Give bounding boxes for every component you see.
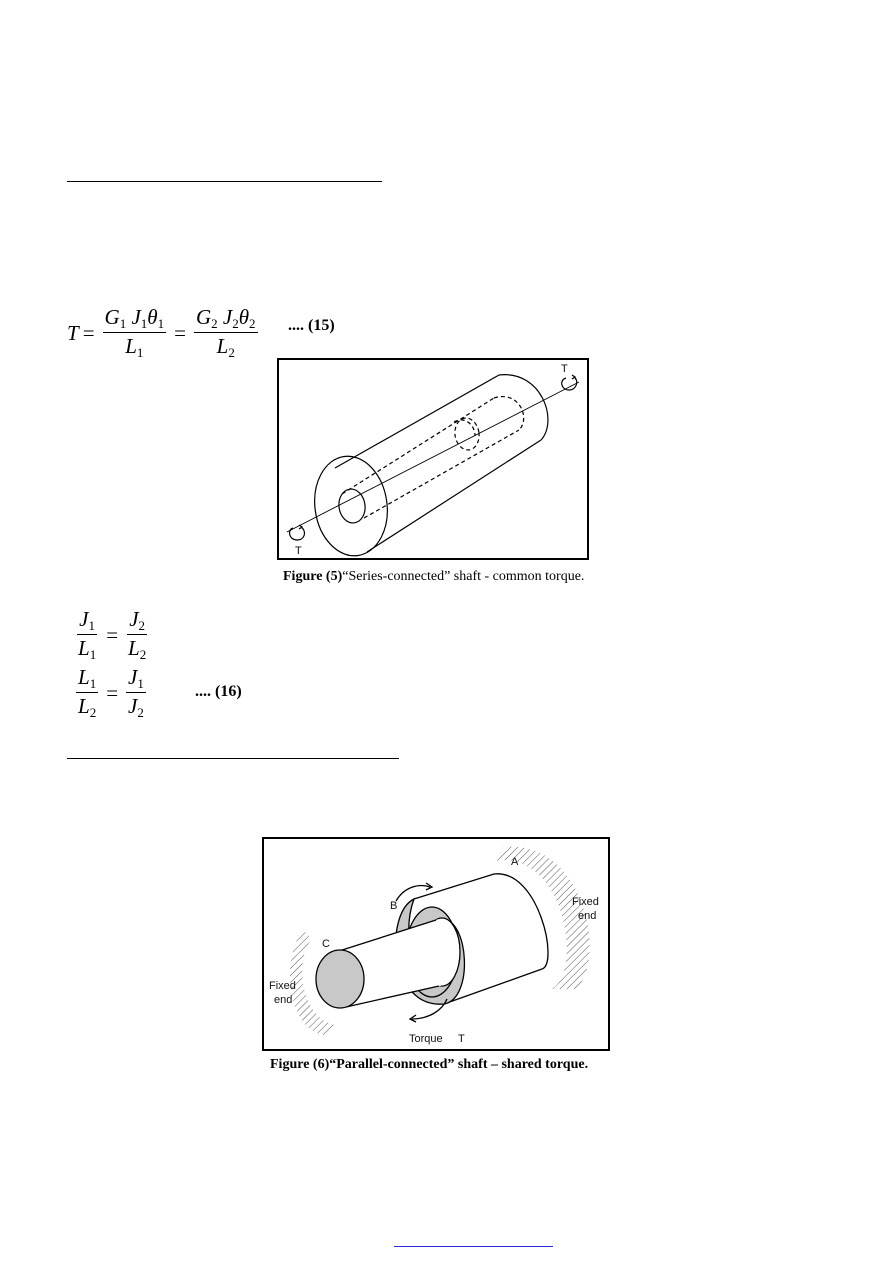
- figure-6-drawing: [264, 839, 608, 1049]
- equation-15-number: .... (15): [288, 317, 335, 334]
- figure-6-fixed-right-1: Fixed: [572, 896, 599, 908]
- eq15-T: T: [67, 320, 79, 345]
- figure-5-label-T-bottom: T: [295, 545, 302, 557]
- figure-5-drawing: [279, 360, 587, 558]
- equation-15: [67, 306, 262, 360]
- eq15-fraction-1: $\frac{G_1 J_1\theta_1}{L_1}$: [104, 305, 165, 360]
- section-heading-rule-1: [67, 181, 382, 182]
- figure-6-caption: [270, 1057, 588, 1073]
- eq15-equals-2: =: [174, 320, 186, 345]
- figure-5-series-shaft: [277, 358, 589, 560]
- figure-5-caption: [283, 569, 584, 585]
- equation-16: $\frac{L_1}{L_2}$ = $\frac{J_1}{J_2}$: [78, 665, 144, 720]
- figure-6-torque-label: Torque: [409, 1033, 443, 1045]
- figure-6-label-C: C: [322, 938, 330, 950]
- equation-ratio: $\frac{J_1}{L_1}$ = $\frac{J_2}{L_2}$: [78, 607, 147, 662]
- eq15-equals-1: =: [82, 320, 95, 345]
- section-heading-rule-2: [67, 758, 399, 759]
- figure-5-caption-text: “Series-connected” shaft - common torque.: [342, 569, 585, 584]
- figure-6-caption-text: “Parallel-connected” shaft – shared torque.: [329, 1057, 589, 1072]
- figure-6-torque-T: T: [458, 1033, 465, 1045]
- figure-6-fixed-left-1: Fixed: [269, 980, 296, 992]
- figure-5-label-T-top: T: [561, 363, 568, 375]
- figure-5-caption-prefix: Figure (5): [283, 569, 343, 584]
- figure-6-label-B: B: [390, 900, 398, 912]
- figure-6-fixed-left-2: end: [274, 994, 293, 1006]
- footer-link-underline[interactable]: [394, 1246, 553, 1247]
- figure-6-caption-prefix: Figure (6): [270, 1057, 330, 1072]
- eq15-fraction-2: $\frac{G_2 J_2\theta_2}{L_2}$: [195, 305, 256, 360]
- figure-6-label-A: A: [511, 856, 519, 868]
- equation-16-number: .... (16): [195, 683, 242, 700]
- figure-6-fixed-right-2: end: [578, 910, 597, 922]
- figure-6-parallel-shaft: [262, 837, 610, 1051]
